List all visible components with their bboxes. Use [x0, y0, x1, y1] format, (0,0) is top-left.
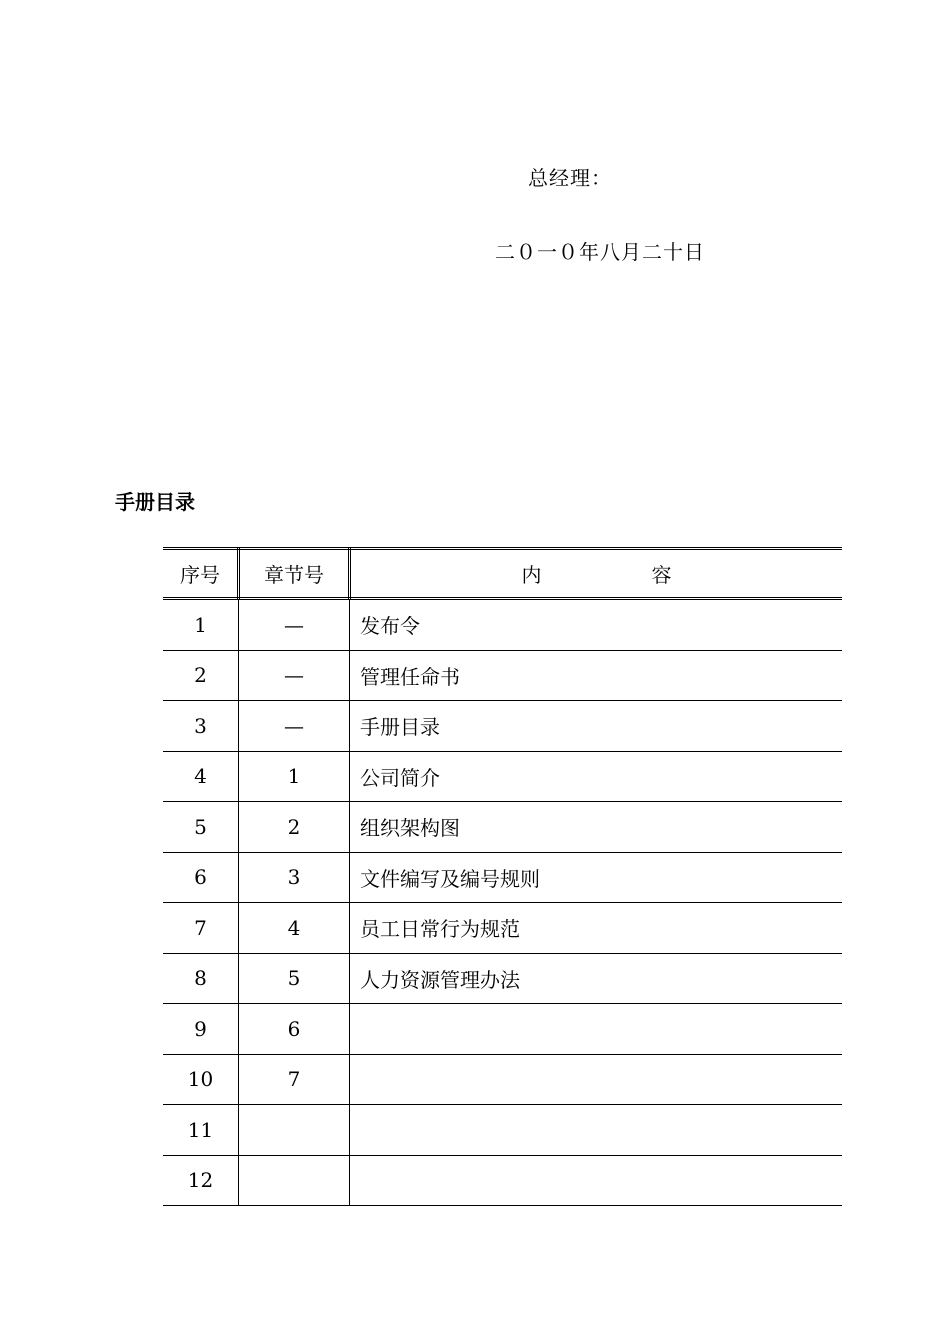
row-content: [350, 1105, 843, 1156]
header-num: 序号: [163, 549, 239, 599]
row-chapter: 6: [239, 1004, 350, 1055]
row-num: 7: [163, 903, 239, 954]
header-content-right: 容: [651, 563, 672, 587]
row-chapter: 1: [239, 751, 350, 802]
row-num: 10: [163, 1054, 239, 1105]
row-num: 2: [163, 650, 239, 701]
row-num: 4: [163, 751, 239, 802]
row-chapter: 5: [239, 953, 350, 1004]
toc-title: 手册目录: [115, 490, 195, 514]
row-chapter: 4: [239, 903, 350, 954]
row-chapter: 2: [239, 802, 350, 853]
table-row: [163, 701, 842, 752]
row-num: 8: [163, 953, 239, 1004]
row-chapter: —: [239, 599, 350, 651]
table-row: [163, 1105, 842, 1156]
row-chapter: —: [239, 650, 350, 701]
row-num: 1: [163, 599, 239, 651]
row-content: 管理任命书: [350, 650, 843, 701]
row-content: [350, 1054, 843, 1105]
row-num: 5: [163, 802, 239, 853]
row-chapter: 3: [239, 852, 350, 903]
row-chapter: [239, 1105, 350, 1156]
row-chapter: 7: [239, 1054, 350, 1105]
row-content: 组织架构图: [350, 802, 843, 853]
row-chapter: —: [239, 701, 350, 752]
table-row: [163, 953, 842, 1004]
header-content-left: 内: [521, 563, 542, 587]
row-num: 9: [163, 1004, 239, 1055]
general-manager-label: 总经理：: [528, 166, 612, 190]
row-content: 员工日常行为规范: [350, 903, 843, 954]
row-num: 11: [163, 1105, 239, 1156]
signature-date: 二０一０年八月二十日: [495, 240, 705, 264]
row-content: 公司简介: [350, 751, 843, 802]
table-row: [163, 599, 842, 651]
table-row: [163, 852, 842, 903]
header-chapter: 章节号: [239, 549, 350, 599]
row-num: 3: [163, 701, 239, 752]
row-num: 6: [163, 852, 239, 903]
row-content: 文件编写及编号规则: [350, 852, 843, 903]
row-num: 12: [163, 1155, 239, 1206]
row-content: [350, 1004, 843, 1055]
toc-header-row: [163, 549, 842, 599]
table-row: [163, 1155, 842, 1206]
table-row: [163, 802, 842, 853]
table-row: [163, 903, 842, 954]
table-row: [163, 1054, 842, 1105]
row-content: 人力资源管理办法: [350, 953, 843, 1004]
row-chapter: [239, 1155, 350, 1206]
row-content: 手册目录: [350, 701, 843, 752]
row-content: [350, 1155, 843, 1206]
toc-table: [163, 547, 842, 1206]
table-row: [163, 650, 842, 701]
table-row: [163, 751, 842, 802]
header-content: [350, 549, 843, 599]
row-content: 发布令: [350, 599, 843, 651]
table-row: [163, 1004, 842, 1055]
